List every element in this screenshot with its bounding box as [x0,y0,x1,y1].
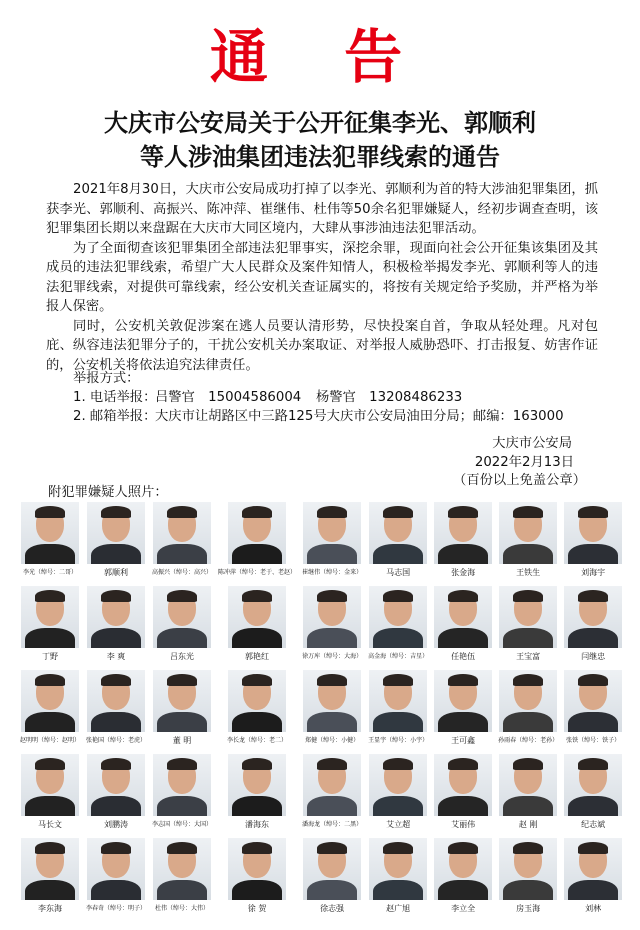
suspect-portrait [434,838,492,900]
suspect-photo-card [218,754,296,838]
suspect-portrait [499,586,557,648]
suspect-portrait [499,838,557,900]
portrait-torso [307,628,357,648]
suspect-name: 纪志斌 [581,820,606,829]
suspect-photo-card [564,586,622,670]
portrait-torso [568,544,618,564]
portrait-hair [35,758,65,770]
suspect-portrait [21,754,79,816]
suspect-photo-card [498,502,558,586]
suspect-name: 郑健（绰号：小健） [305,737,360,744]
portrait-torso [373,628,423,648]
portrait-hair [167,758,197,770]
portrait-torso [373,880,423,900]
portrait-hair [513,842,543,854]
portrait-torso [25,712,75,732]
suspect-portrait [564,838,622,900]
mail-address: 大庆市让胡路区中三路125号大庆市公安局油田分局；邮编：163000 [155,409,564,424]
portrait-hair [578,674,608,686]
portrait-hair [101,590,131,602]
suspect-name: 艾丽伟 [451,820,476,829]
portrait-torso [25,796,75,816]
portrait-torso [307,712,357,732]
suspect-name: 艾立超 [386,820,411,829]
suspect-name: 孙雨春（绰号：老孙） [498,737,559,744]
suspect-photo-card [152,670,212,754]
suspect-portrait [228,838,286,900]
portrait-torso [91,712,141,732]
portrait-torso [232,796,282,816]
suspect-name: 张铁（绰号：铁子） [566,737,621,744]
suspect-photo-card [302,502,362,586]
suspect-portrait [153,502,211,564]
portrait-hair [35,674,65,686]
suspect-photo-card [152,586,212,670]
portrait-hair [448,842,478,854]
suspect-portrait [228,754,286,816]
portrait-hair [513,758,543,770]
portrait-hair [242,674,272,686]
suspect-portrait [303,502,361,564]
suspect-name: 王铁生 [516,568,541,577]
report-heading: 举报方式： [73,371,140,386]
suspect-portrait [434,502,492,564]
suspect-portrait [21,586,79,648]
suspect-name: 刘海宇 [581,568,606,577]
portrait-hair [383,842,413,854]
phone-report-label: 1. 电话举报： [73,390,157,405]
suspect-photo-card [152,754,212,838]
portrait-hair [513,674,543,686]
portrait-hair [513,506,543,518]
suspect-portrait [303,670,361,732]
portrait-torso [91,796,141,816]
suspect-name: 房玉海 [516,904,541,913]
suspect-photo-card [368,670,428,754]
suspect-name: 李长龙（绰号：老二） [227,737,288,744]
signature-note: （百份以上免盖公章） [453,473,586,488]
suspect-name: 徐万库（绰号：大海） [302,653,363,660]
suspect-photo-card [302,586,362,670]
suspect-name: 徐 贺 [247,904,267,913]
portrait-hair [101,506,131,518]
suspect-name: 赵明明（绰号：赵明） [20,737,81,744]
suspect-photo-card [434,670,492,754]
suspect-name: 李东海 [38,904,62,913]
suspect-name: 王宝富 [516,652,541,661]
suspect-name: 高金海（绰号：吉星） [368,653,429,660]
suspect-portrait [564,586,622,648]
suspect-photo-card [368,502,428,586]
suspect-name: 闫继忠 [581,652,606,661]
suspect-photo-card [218,502,296,586]
suspect-name: 赵广旭 [386,904,411,913]
portrait-torso [373,712,423,732]
portrait-hair [513,590,543,602]
portrait-hair [578,842,608,854]
suspect-portrait [499,754,557,816]
suspect-portrait [87,670,145,732]
portrait-hair [383,674,413,686]
suspect-portrait [87,502,145,564]
suspect-photo-card [86,670,146,754]
portrait-torso [232,880,282,900]
suspect-photo-card [86,586,146,670]
suspect-portrait [228,586,286,648]
suspect-name: 李光（绰号：二哥） [23,569,78,576]
suspect-name: 马志国 [386,568,411,577]
suspect-photo-card [302,670,362,754]
suspect-portrait [87,838,145,900]
suspect-portrait [153,838,211,900]
suspect-portrait [303,754,361,816]
paragraph-2: 为了全面彻查该犯罪集团全部违法犯罪事实，深挖余罪，现面向社会公开征集该集团及其成员的违法犯罪线索，希望广大人民群众及案件知情人，积极检举揭发李光、郭顺利等人的违法犯罪线索，对提供可靠线索，经公安机关查证属实的，将按有关规定给予奖励，并严格为举报人保密。 [46,240,598,314]
paragraph-1: 2021年8月30日，大庆市公安局成功打掉了以李光、郭顺利为首的特大涉油犯罪集团，抓获李光、郭顺利、高振兴、陈冲萍、崔继伟、杜伟等50余名犯罪嫌疑人，经初步调查查明，该犯罪集团长期以来盘踞在大庆市大同区境内，大肆从事涉油违法犯罪活动。 [46,182,598,236]
portrait-torso [373,796,423,816]
suspect-portrait [303,586,361,648]
suspect-portrait [564,502,622,564]
suspect-portrait [21,838,79,900]
suspect-portrait [434,586,492,648]
suspect-name: 张艳国（绰号：老虎） [86,737,147,744]
portrait-torso [91,880,141,900]
suspect-photo-card [20,670,80,754]
portrait-torso [568,880,618,900]
signature-date: 2022年2月13日 [474,455,574,470]
portrait-torso [438,712,488,732]
portrait-torso [503,712,553,732]
suspect-name: 郭艳红 [245,652,270,661]
portrait-hair [383,590,413,602]
portrait-hair [448,674,478,686]
portrait-torso [307,796,357,816]
suspect-name: 赵 刚 [518,820,538,829]
suspect-name: 陈冲萍（绰号：老于、老赵） [218,569,297,576]
portrait-hair [578,758,608,770]
portrait-torso [503,628,553,648]
suspect-portrait [87,586,145,648]
suspect-photo-card [20,838,80,922]
suspect-portrait [87,754,145,816]
portrait-hair [35,506,65,518]
portrait-hair [383,758,413,770]
suspect-portrait [21,670,79,732]
portrait-hair [448,506,478,518]
suspect-name: 潘海东 [245,820,270,829]
notice-body [46,180,598,375]
suspect-photo-card [498,838,558,922]
suspect-photo-card [564,502,622,586]
suspect-portrait [434,754,492,816]
suspect-photo-card [564,838,622,922]
portrait-hair [242,842,272,854]
portrait-hair [578,506,608,518]
portrait-torso [307,544,357,564]
suspect-portrait [369,754,427,816]
suspect-name: 李 爽 [106,652,126,661]
suspect-photo-card [152,838,212,922]
portrait-hair [167,674,197,686]
suspect-name: 李春奇（绰号：明子） [86,905,147,912]
suspect-name: 王可鑫 [451,736,476,745]
portrait-torso [157,544,207,564]
suspect-photo-card [498,754,558,838]
suspect-portrait [369,502,427,564]
portrait-torso [157,880,207,900]
portrait-torso [438,880,488,900]
suspect-name: 张金海 [451,568,476,577]
suspect-photo-card [152,502,212,586]
portrait-hair [448,758,478,770]
portrait-hair [101,842,131,854]
suspect-photo-card [218,670,296,754]
suspect-photo-card [86,754,146,838]
suspect-photo-card [218,838,296,922]
portrait-hair [383,506,413,518]
suspect-photo-card [218,586,296,670]
portrait-torso [232,544,282,564]
suspect-photo-card [434,838,492,922]
suspect-name: 徐志强 [320,904,345,913]
suspect-photo-card [434,502,492,586]
notice-title: 通 告 [209,23,431,91]
suspect-name: 刘鹏涛 [104,820,129,829]
suspect-portrait [499,670,557,732]
suspect-name: 丁野 [42,652,58,661]
portrait-torso [232,628,282,648]
suspect-photo-card [434,586,492,670]
portrait-hair [35,842,65,854]
phone-contact-yang: 杨警官 13208486233 [316,390,463,405]
portrait-hair [101,758,131,770]
suspect-name: 王显宇（绰号：小宇） [368,737,429,744]
portrait-hair [448,590,478,602]
suspect-name: 董 明 [172,736,192,745]
portrait-torso [503,796,553,816]
suspect-name: 吕东光 [170,652,195,661]
portrait-torso [373,544,423,564]
portrait-torso [91,628,141,648]
suspect-portrait [153,670,211,732]
suspect-portrait [153,754,211,816]
suspect-photo-card [368,586,428,670]
suspect-name: 李志国（绰号：大国） [152,821,213,828]
suspect-photo-card [434,754,492,838]
suspect-name: 任艳伍 [451,652,476,661]
portrait-hair [242,590,272,602]
phone-contact-lv: 吕警官 15004586004 [155,390,302,405]
suspect-portrait [369,586,427,648]
suspect-photo-card [564,754,622,838]
portrait-hair [317,590,347,602]
portrait-torso [568,712,618,732]
portrait-hair [317,506,347,518]
portrait-hair [101,674,131,686]
suspect-name: 潘海龙（绰号：二黑） [302,821,363,828]
portrait-torso [25,628,75,648]
suspect-name: 高振兴（绰号：高兴） [152,569,213,576]
portrait-hair [167,506,197,518]
suspect-photo-card [302,754,362,838]
portrait-hair [317,758,347,770]
suspect-photo-card [20,502,80,586]
suspect-photo-card [368,754,428,838]
suspect-portrait [21,502,79,564]
suspect-portrait [499,502,557,564]
portrait-hair [578,590,608,602]
suspect-name: 杜伟（绰号：大伟） [155,905,210,912]
portrait-torso [438,628,488,648]
portrait-torso [91,544,141,564]
suspect-photo-card [20,586,80,670]
portrait-torso [307,880,357,900]
suspect-name: 崔继伟（绰号：金来） [302,569,363,576]
portrait-torso [503,544,553,564]
suspect-name: 郭顺利 [104,568,129,577]
portrait-hair [242,506,272,518]
suspect-photo-card [368,838,428,922]
portrait-torso [438,796,488,816]
portrait-torso [157,712,207,732]
portrait-torso [157,628,207,648]
suspect-photo-grid [20,502,620,922]
notice-subtitle-line1: 大庆市公安局关于公开征集李光、郭顺利 [104,109,536,137]
suspect-name: 李立全 [451,904,476,913]
suspect-portrait [303,838,361,900]
suspect-portrait [369,670,427,732]
suspect-portrait [228,502,286,564]
portrait-hair [167,842,197,854]
photos-label: 附犯罪嫌疑人照片： [48,485,168,500]
suspect-photo-card [302,838,362,922]
portrait-torso [157,796,207,816]
portrait-hair [317,842,347,854]
portrait-torso [568,796,618,816]
suspect-portrait [153,586,211,648]
suspect-portrait [564,670,622,732]
portrait-hair [167,590,197,602]
suspect-portrait [369,838,427,900]
suspect-portrait [228,670,286,732]
portrait-torso [438,544,488,564]
portrait-torso [25,544,75,564]
suspect-photo-card [86,502,146,586]
notice-subtitle-line2: 等人涉油集团违法犯罪线索的通告 [140,143,500,171]
portrait-torso [25,880,75,900]
suspect-name: 刘林 [585,904,602,913]
suspect-portrait [434,670,492,732]
suspect-photo-card [564,670,622,754]
suspect-photo-card [86,838,146,922]
suspect-photo-card [20,754,80,838]
portrait-torso [568,628,618,648]
portrait-hair [317,674,347,686]
signature-org: 大庆市公安局 [492,436,572,451]
portrait-hair [35,590,65,602]
suspect-name: 马长文 [38,820,62,829]
paragraph-3: 同时，公安机关敦促涉案在逃人员要认清形势，尽快投案自首，争取从轻处理。凡对包庇、纵容违法犯罪分子的，干扰公安机关办案取证、对举报人威胁恐吓、打击报复、妨害作证的，公安机关将依法追究法律责任。 [46,318,598,373]
portrait-hair [242,758,272,770]
suspect-photo-card [498,586,558,670]
suspect-photo-card [498,670,558,754]
portrait-torso [232,712,282,732]
portrait-torso [503,880,553,900]
suspect-portrait [564,754,622,816]
mail-report-label: 2. 邮箱举报： [73,409,157,424]
